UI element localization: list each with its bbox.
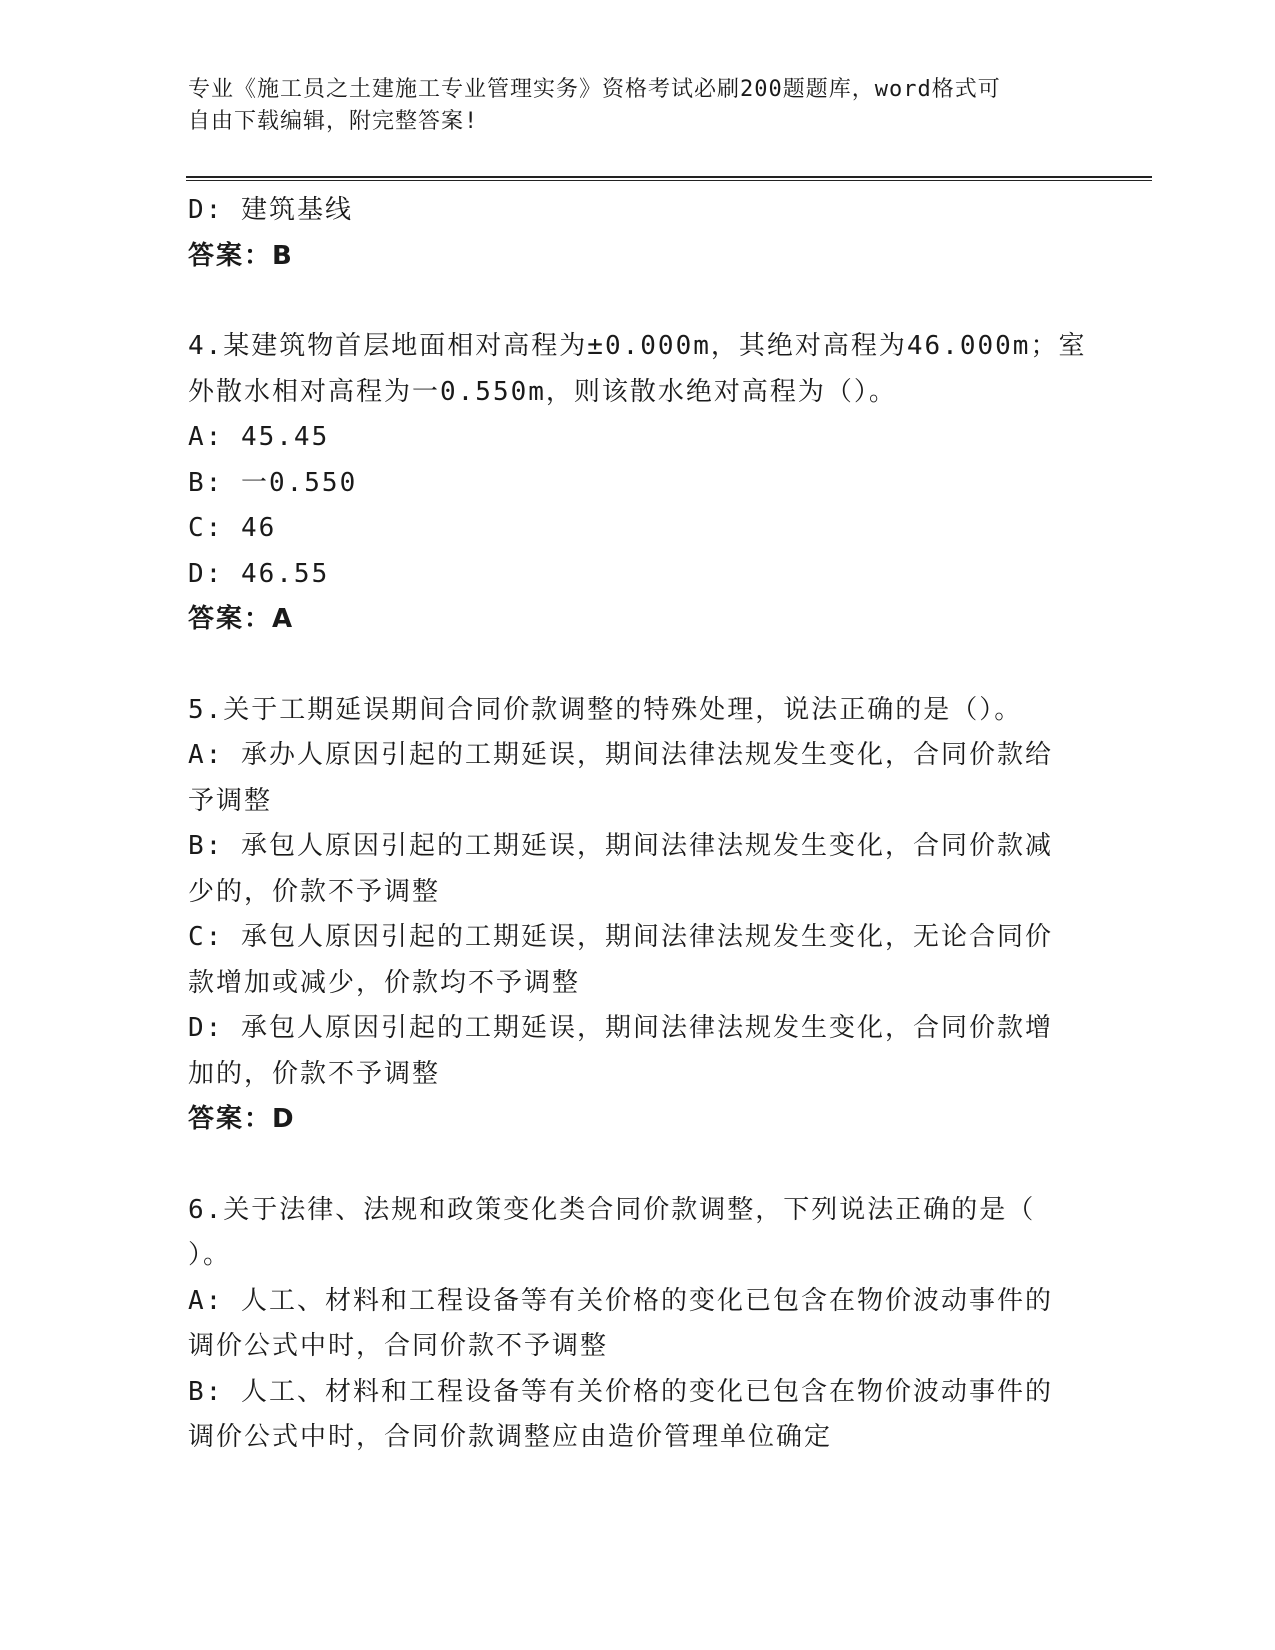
- q4-option-c: C: 46: [188, 513, 277, 543]
- q4-stem-line-2: 外散水相对高程为一0.550m，则该散水绝对高程为（）。: [188, 376, 897, 407]
- q5-option-d-line-1: D: 承包人原因引起的工期延误，期间法律法规发生变化，合同价款增: [188, 1013, 1053, 1043]
- q5-option-c-line-1: C: 承包人原因引起的工期延误，期间法律法规发生变化，无论合同价: [188, 922, 1053, 952]
- q4-option-a: A: 45.45: [188, 422, 330, 452]
- q6-stem-line-1: 6.关于法律、法规和政策变化类合同价款调整，下列说法正确的是（: [188, 1194, 1036, 1225]
- q6-option-b-line-2: 调价公式中时，合同价款调整应由造价管理单位确定: [188, 1422, 833, 1452]
- q4-option-b: B: 一0.550: [188, 467, 358, 498]
- document-body: [188, 188, 1088, 1461]
- q6-stem-line-2: ）。: [188, 1240, 232, 1270]
- q5-option-b-line-2: 少的，价款不予调整: [188, 876, 441, 907]
- q6-option-a-line-2: 调价公式中时，合同价款不予调整: [188, 1331, 609, 1361]
- q5-option-d-line-2: 加的，价款不予调整: [188, 1058, 441, 1089]
- spacer: [188, 1143, 1088, 1188]
- header-divider: [186, 176, 1152, 181]
- spacer: [188, 643, 1088, 688]
- question-5: [188, 688, 1088, 1143]
- header-line-2: 自由下载编辑，附完整答案!: [188, 109, 479, 134]
- header-line-1: 专业《施工员之土建施工专业管理实务》资格考试必刷200题题库，word格式可: [188, 77, 1001, 102]
- page-header: [188, 74, 1068, 138]
- q5-answer: 答案：D: [188, 1104, 296, 1134]
- q6-option-b-line-1: B: 人工、材料和工程设备等有关价格的变化已包含在物价波动事件的: [188, 1376, 1053, 1407]
- question-3-tail: [188, 188, 1088, 279]
- q5-stem: 5.关于工期延误期间合同价款调整的特殊处理，说法正确的是（）。: [188, 694, 1023, 725]
- q4-stem-line-1: 4.某建筑物首层地面相对高程为±0.000m，其绝对高程为46.000m；室: [188, 331, 1087, 361]
- spacer: [188, 279, 1088, 324]
- q4-option-d: D: 46.55: [188, 558, 330, 589]
- q5-option-c-line-2: 款增加或减少，价款均不予调整: [188, 967, 581, 998]
- q4-answer: 答案：A: [188, 604, 295, 634]
- q5-option-b-line-1: B: 承包人原因引起的工期延误，期间法律法规发生变化，合同价款减: [188, 831, 1053, 861]
- q6-option-a-line-1: A: 人工、材料和工程设备等有关价格的变化已包含在物价波动事件的: [188, 1285, 1053, 1316]
- q5-option-a-line-2: 予调整: [188, 785, 273, 816]
- question-6: [188, 1188, 1088, 1461]
- q3-answer: 答案：B: [188, 240, 294, 271]
- q5-option-a-line-1: A: 承办人原因引起的工期延误，期间法律法规发生变化，合同价款给: [188, 740, 1053, 770]
- question-4: [188, 324, 1088, 643]
- q3-option-d: D: 建筑基线: [188, 195, 353, 225]
